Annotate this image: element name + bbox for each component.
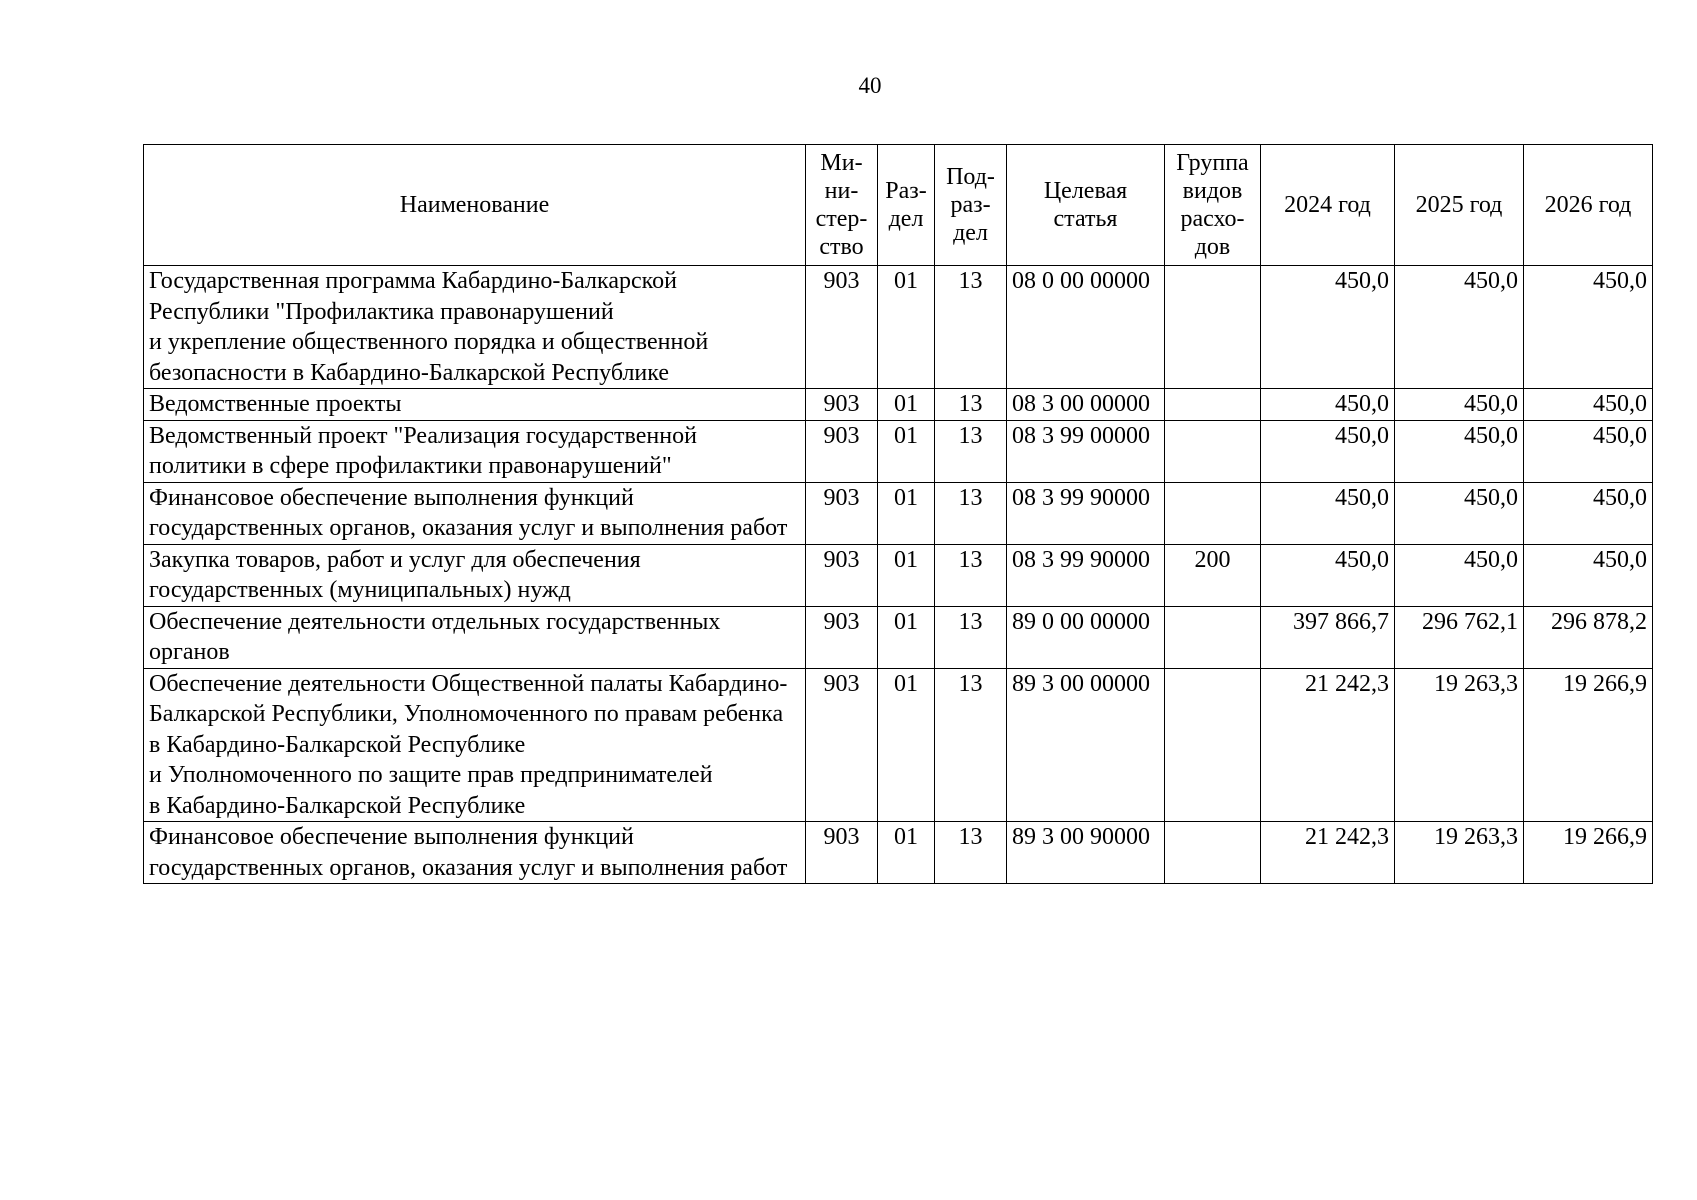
cell-2024: 450,0 bbox=[1261, 389, 1395, 421]
header-2025: 2025 год bbox=[1395, 145, 1524, 266]
cell-name: Обеспечение деятельности Общественной палаты Кабардино-Балкарской Республики, Уполномоченного по правам ребенка в Кабардино-Балкарской Республике и Уполномоченного по защите прав предпринимателей в Кабардино-Балкарской Республике bbox=[144, 668, 806, 822]
cell-target: 08 3 99 90000 bbox=[1007, 482, 1165, 544]
table-row bbox=[144, 668, 1653, 822]
cell-group bbox=[1165, 606, 1261, 668]
cell-podrazdel: 13 bbox=[935, 822, 1007, 884]
table-row bbox=[144, 389, 1653, 421]
table-row bbox=[144, 544, 1653, 606]
header-2026: 2026 год bbox=[1524, 145, 1653, 266]
cell-target: 89 3 00 90000 bbox=[1007, 822, 1165, 884]
cell-razdel: 01 bbox=[878, 668, 935, 822]
cell-name: Государственная программа Кабардино-Балкарской Республики "Профилактика правонарушений и укрепление общественного порядка и общественной безопасности в Кабардино-Балкарской Республике bbox=[144, 266, 806, 389]
cell-2024: 450,0 bbox=[1261, 544, 1395, 606]
header-podrazdel: Под- раз- дел bbox=[935, 145, 1007, 266]
cell-2024: 21 242,3 bbox=[1261, 668, 1395, 822]
cell-razdel: 01 bbox=[878, 606, 935, 668]
cell-target: 08 3 99 90000 bbox=[1007, 544, 1165, 606]
cell-target: 08 0 00 00000 bbox=[1007, 266, 1165, 389]
cell-ministry: 903 bbox=[806, 822, 878, 884]
table-row bbox=[144, 266, 1653, 389]
cell-podrazdel: 13 bbox=[935, 420, 1007, 482]
cell-group bbox=[1165, 822, 1261, 884]
header-name: Наименование bbox=[144, 145, 806, 266]
cell-razdel: 01 bbox=[878, 266, 935, 389]
cell-2026: 450,0 bbox=[1524, 482, 1653, 544]
cell-group: 200 bbox=[1165, 544, 1261, 606]
table-row bbox=[144, 822, 1653, 884]
cell-name: Закупка товаров, работ и услуг для обеспечения государственных (муниципальных) нужд bbox=[144, 544, 806, 606]
cell-2025: 19 263,3 bbox=[1395, 668, 1524, 822]
cell-ministry: 903 bbox=[806, 606, 878, 668]
cell-2024: 21 242,3 bbox=[1261, 822, 1395, 884]
cell-target: 89 3 00 00000 bbox=[1007, 668, 1165, 822]
page-number: 40 bbox=[858, 73, 882, 98]
cell-razdel: 01 bbox=[878, 389, 935, 421]
header-2024: 2024 год bbox=[1261, 145, 1395, 266]
cell-name: Обеспечение деятельности отдельных государственных органов bbox=[144, 606, 806, 668]
table-body bbox=[144, 266, 1653, 884]
cell-2026: 19 266,9 bbox=[1524, 822, 1653, 884]
cell-podrazdel: 13 bbox=[935, 544, 1007, 606]
cell-podrazdel: 13 bbox=[935, 606, 1007, 668]
cell-podrazdel: 13 bbox=[935, 266, 1007, 389]
cell-podrazdel: 13 bbox=[935, 389, 1007, 421]
cell-2026: 19 266,9 bbox=[1524, 668, 1653, 822]
header-razdel: Раз- дел bbox=[878, 145, 935, 266]
cell-ministry: 903 bbox=[806, 420, 878, 482]
cell-2025: 450,0 bbox=[1395, 482, 1524, 544]
cell-2026: 450,0 bbox=[1524, 266, 1653, 389]
cell-group bbox=[1165, 389, 1261, 421]
cell-2025: 450,0 bbox=[1395, 420, 1524, 482]
cell-ministry: 903 bbox=[806, 266, 878, 389]
cell-podrazdel: 13 bbox=[935, 668, 1007, 822]
table-row bbox=[144, 482, 1653, 544]
cell-2024: 450,0 bbox=[1261, 420, 1395, 482]
cell-group bbox=[1165, 266, 1261, 389]
cell-2025: 19 263,3 bbox=[1395, 822, 1524, 884]
header-target: Целевая статья bbox=[1007, 145, 1165, 266]
header-row bbox=[144, 145, 1653, 266]
cell-2026: 450,0 bbox=[1524, 389, 1653, 421]
cell-group bbox=[1165, 482, 1261, 544]
cell-2025: 296 762,1 bbox=[1395, 606, 1524, 668]
header-group: Группа видов расхо- дов bbox=[1165, 145, 1261, 266]
cell-ministry: 903 bbox=[806, 389, 878, 421]
cell-target: 08 3 00 00000 bbox=[1007, 389, 1165, 421]
table-row bbox=[144, 420, 1653, 482]
cell-ministry: 903 bbox=[806, 544, 878, 606]
cell-2026: 450,0 bbox=[1524, 544, 1653, 606]
cell-razdel: 01 bbox=[878, 822, 935, 884]
cell-2024: 450,0 bbox=[1261, 482, 1395, 544]
cell-razdel: 01 bbox=[878, 544, 935, 606]
cell-podrazdel: 13 bbox=[935, 482, 1007, 544]
cell-name: Ведомственный проект "Реализация государственной политики в сфере профилактики правонарушений" bbox=[144, 420, 806, 482]
cell-2026: 296 878,2 bbox=[1524, 606, 1653, 668]
cell-name: Ведомственные проекты bbox=[144, 389, 806, 421]
cell-ministry: 903 bbox=[806, 668, 878, 822]
cell-name: Финансовое обеспечение выполнения функций государственных органов, оказания услуг и выполнения работ bbox=[144, 822, 806, 884]
cell-target: 08 3 99 00000 bbox=[1007, 420, 1165, 482]
cell-2025: 450,0 bbox=[1395, 266, 1524, 389]
cell-target: 89 0 00 00000 bbox=[1007, 606, 1165, 668]
cell-2025: 450,0 bbox=[1395, 544, 1524, 606]
cell-name: Финансовое обеспечение выполнения функций государственных органов, оказания услуг и выполнения работ bbox=[144, 482, 806, 544]
cell-group bbox=[1165, 420, 1261, 482]
table-header bbox=[144, 145, 1653, 266]
header-ministry: Ми- ни- стер- ство bbox=[806, 145, 878, 266]
cell-2024: 450,0 bbox=[1261, 266, 1395, 389]
budget-table bbox=[143, 144, 1653, 884]
cell-razdel: 01 bbox=[878, 482, 935, 544]
cell-group bbox=[1165, 668, 1261, 822]
cell-2024: 397 866,7 bbox=[1261, 606, 1395, 668]
cell-2025: 450,0 bbox=[1395, 389, 1524, 421]
cell-2026: 450,0 bbox=[1524, 420, 1653, 482]
cell-ministry: 903 bbox=[806, 482, 878, 544]
cell-razdel: 01 bbox=[878, 420, 935, 482]
table-row bbox=[144, 606, 1653, 668]
